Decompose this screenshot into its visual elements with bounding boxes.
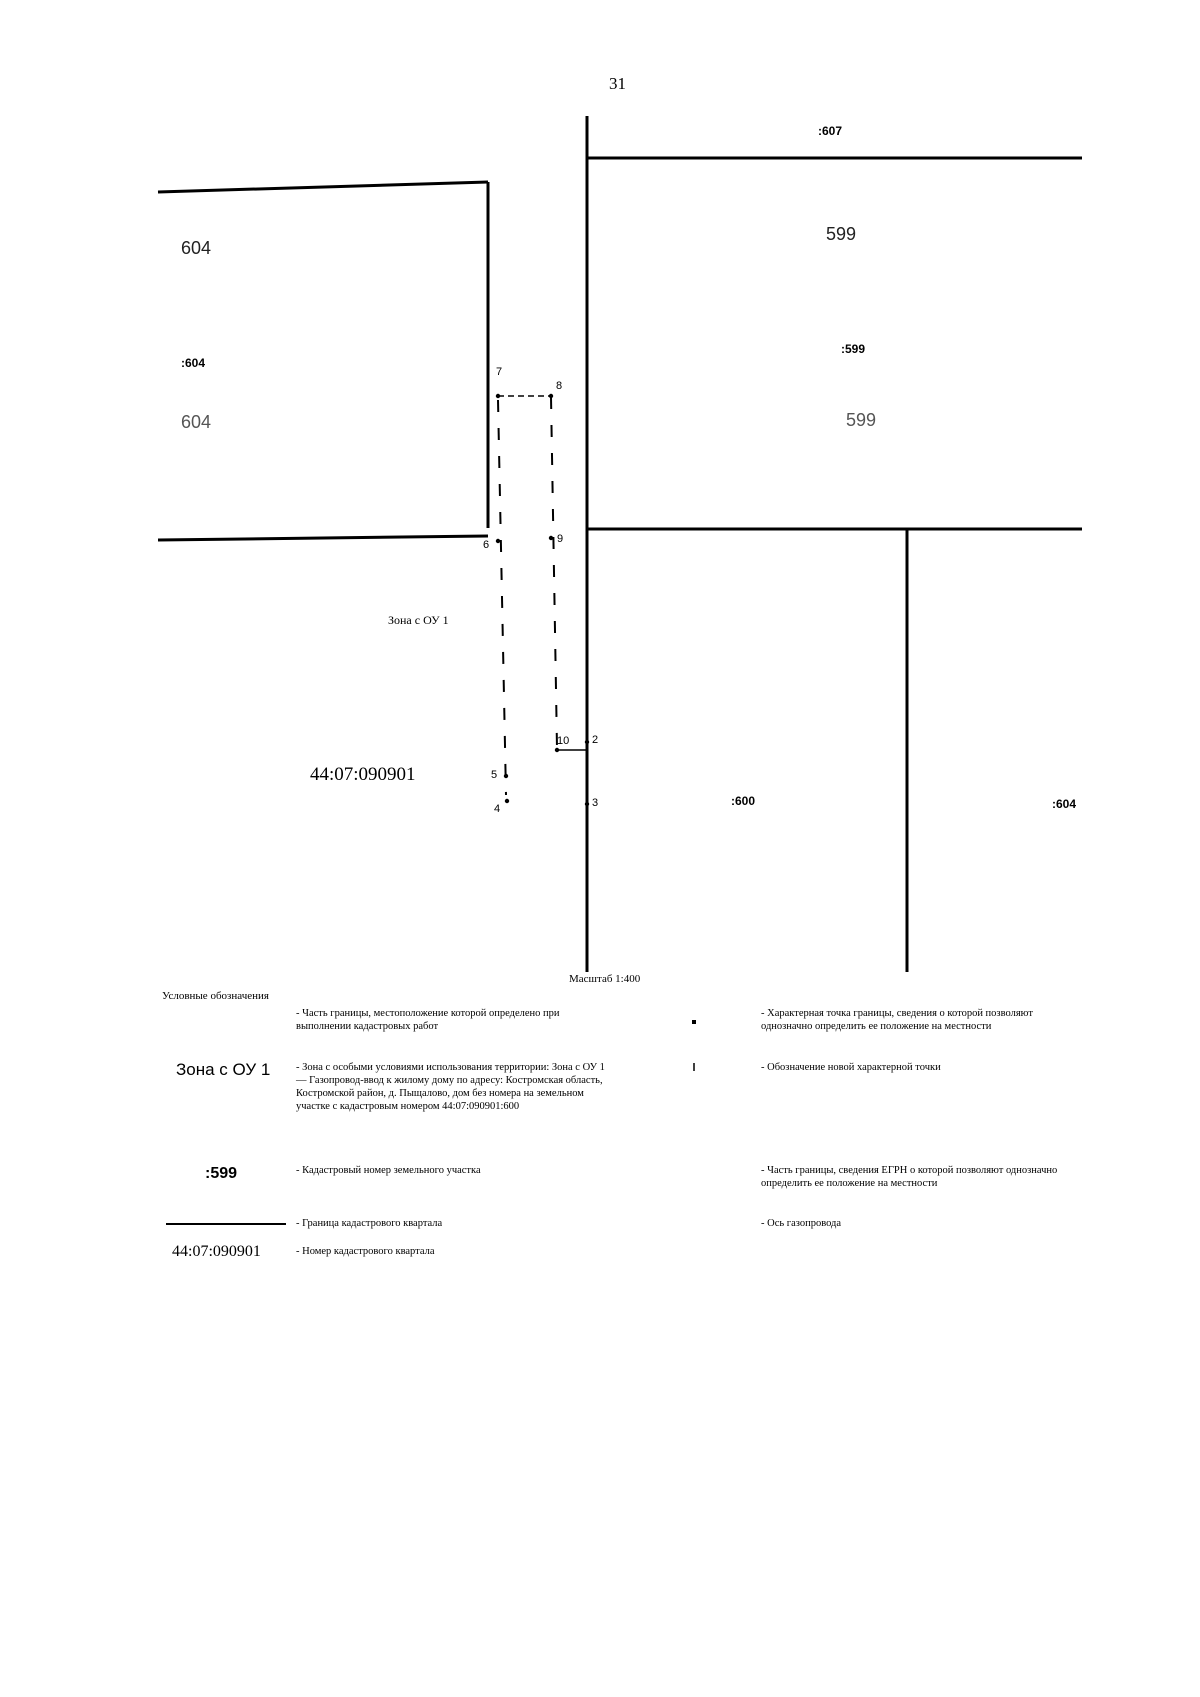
boundary-604-top — [158, 182, 488, 192]
parcel-label-604-small: :604 — [181, 356, 206, 370]
legend-cad-desc: - Кадастровый номер земельного участка — [296, 1165, 481, 1176]
point-3-marker — [585, 802, 589, 806]
legend-quarter-symbol: 44:07:090901 — [172, 1243, 261, 1260]
legend-egrn-part: - Часть границы, сведения ЕГРН о которой позволяют однозначно определить ее положение на местности — [761, 1165, 1058, 1189]
legend-gas-axis: - Ось газопровода — [761, 1218, 842, 1229]
zone-line-left — [498, 400, 506, 795]
zone-boundary — [498, 397, 557, 795]
legend-cad-symbol: :599 — [205, 1165, 238, 1182]
parcel-label-599-faded: 599 — [846, 410, 877, 430]
point-9-marker — [549, 536, 553, 540]
point-label-8: 8 — [556, 380, 563, 392]
zone-label: Зона с ОУ 1 — [388, 613, 449, 627]
parcel-label-604-faded: 604 — [181, 412, 212, 432]
quarter-number-label: 44:07:090901 — [310, 764, 416, 785]
legend-quarter-desc: - Номер кадастрового квартала — [296, 1246, 435, 1257]
legend-point-square — [692, 1020, 696, 1024]
point-label-9: 9 — [557, 533, 564, 545]
parcel-label-607: :607 — [818, 124, 843, 138]
legend-zone-symbol: Зона с ОУ 1 — [176, 1060, 271, 1079]
legend-boundary-defined: - Часть границы, местоположение которой определено при выполнении кадастровых работ — [296, 1008, 560, 1032]
point-label-10: 10 — [557, 735, 570, 747]
scale-label: Масштаб 1:400 — [569, 973, 641, 985]
point-label-4: 4 — [494, 803, 501, 815]
parcel-label-604-large: 604 — [181, 238, 212, 258]
parcel-label-599-small: :599 — [841, 342, 866, 356]
point-10-marker — [555, 748, 559, 752]
page-number: 31 — [609, 74, 626, 93]
parcel-label-599-large: 599 — [826, 224, 857, 244]
legend-title: Условные обозначения — [162, 990, 269, 1002]
point-6-marker — [496, 539, 500, 543]
zone-segments — [498, 396, 587, 750]
point-label-6: 6 — [483, 539, 490, 551]
point-markers — [496, 394, 589, 806]
legend-quarter-boundary: - Граница кадастрового квартала — [296, 1218, 443, 1229]
point-5-marker — [504, 774, 508, 778]
legend-char-point: - Характерная точка границы, сведения о которой позволяют однозначно определить ее положение на местности — [761, 1008, 1033, 1032]
point-label-3: 3 — [592, 797, 599, 809]
point-label-7: 7 — [496, 366, 503, 378]
legend-symbols — [166, 1020, 696, 1224]
legend-new-point: - Обозначение новой характерной точки — [761, 1062, 941, 1073]
point-4-marker — [505, 799, 509, 803]
parcel-label-600: :600 — [731, 794, 756, 808]
zone-line-right — [551, 397, 557, 748]
point-label-5: 5 — [491, 769, 498, 781]
boundary-604-bottom — [158, 536, 488, 540]
legend-zone-desc: - Зона с особыми условиями использования территории: Зона с ОУ 1 — Газопровод-ввод к жилому дому по адресу: Костромская область, Костромской район, д. Пыщалово, дом без номера на земельном участке с кадастровым номером 44:07:090901:600 — [296, 1062, 605, 1112]
point-7-marker — [496, 394, 500, 398]
point-8-marker — [549, 394, 553, 398]
parcel-boundaries — [158, 116, 1082, 972]
point-label-2: 2 — [592, 734, 599, 746]
parcel-label-604-right: :604 — [1052, 797, 1077, 811]
point-2-marker — [585, 740, 589, 744]
